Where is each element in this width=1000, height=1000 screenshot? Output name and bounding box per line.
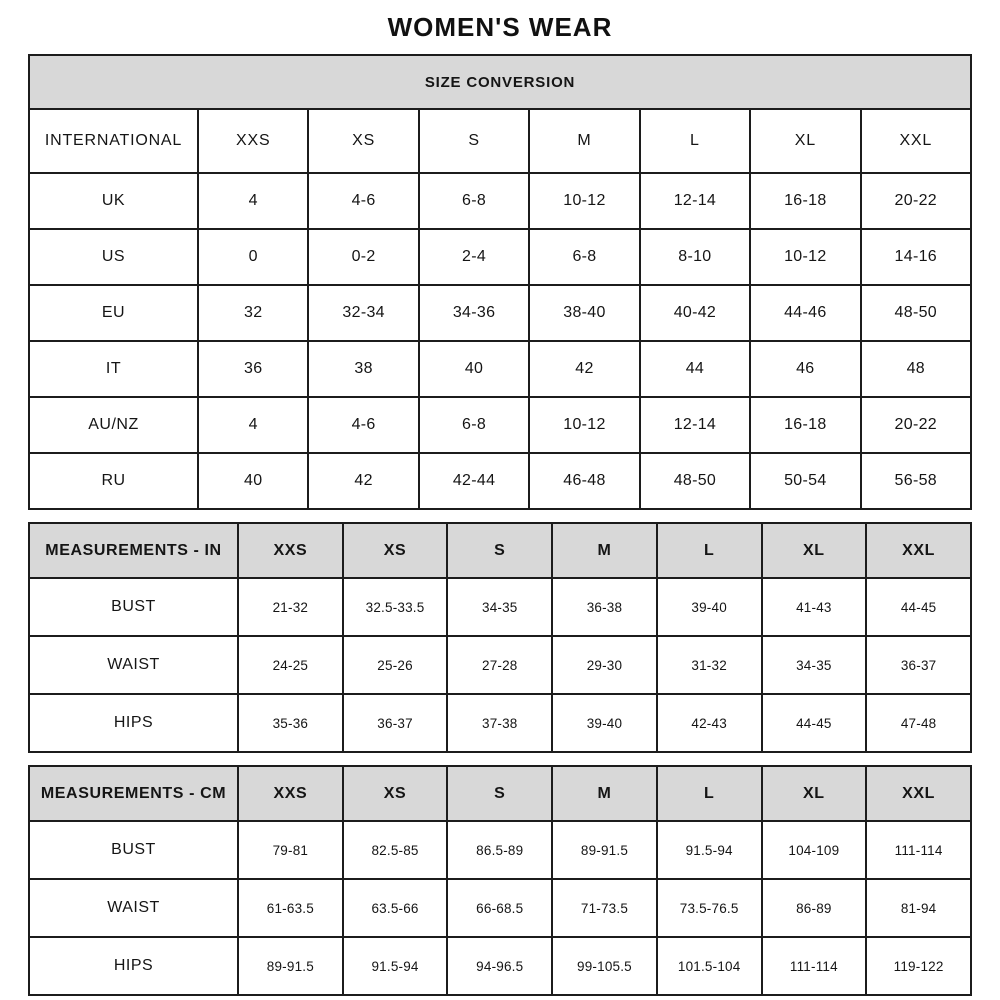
size-value-cell: 4 xyxy=(198,173,308,229)
size-value-cell: 42-44 xyxy=(419,453,529,509)
measurement-value-cell: 44-45 xyxy=(762,694,867,752)
international-sizes-row xyxy=(29,109,971,173)
size-value-cell: 0 xyxy=(198,229,308,285)
row-label: HIPS xyxy=(29,694,238,752)
row-label: WAIST xyxy=(29,636,238,694)
size-value-cell: 8-10 xyxy=(640,229,750,285)
size-value-cell: 10-12 xyxy=(750,229,860,285)
size-value-cell: 6-8 xyxy=(529,229,639,285)
measurements-cm-header-row xyxy=(29,766,971,821)
measurement-value-cell: 21-32 xyxy=(238,578,343,636)
row-label: IT xyxy=(29,341,198,397)
size-header-cell: S xyxy=(419,109,529,173)
row-label: AU/NZ xyxy=(29,397,198,453)
size-header-cell: XXL xyxy=(866,523,971,578)
measurement-value-cell: 36-37 xyxy=(866,636,971,694)
measurement-value-cell: 39-40 xyxy=(657,578,762,636)
measurement-value-cell: 99-105.5 xyxy=(552,937,657,995)
measurement-value-cell: 34-35 xyxy=(447,578,552,636)
size-value-cell: 40 xyxy=(198,453,308,509)
size-value-cell: 46-48 xyxy=(529,453,639,509)
size-value-cell: 6-8 xyxy=(419,397,529,453)
size-header-cell: S xyxy=(447,523,552,578)
page-title: WOMEN'S WEAR xyxy=(387,12,613,42)
measurement-value-cell: 91.5-94 xyxy=(657,821,762,879)
size-value-cell: 20-22 xyxy=(861,173,971,229)
size-value-cell: 40-42 xyxy=(640,285,750,341)
table-row-eu xyxy=(29,285,971,341)
size-header-cell: XS xyxy=(308,109,418,173)
table-row-bust-cm xyxy=(29,821,971,879)
row-label: UK xyxy=(29,173,198,229)
measurement-value-cell: 44-45 xyxy=(866,578,971,636)
measurement-value-cell: 111-114 xyxy=(866,821,971,879)
size-value-cell: 12-14 xyxy=(640,397,750,453)
measurement-value-cell: 101.5-104 xyxy=(657,937,762,995)
size-value-cell: 56-58 xyxy=(861,453,971,509)
measurement-value-cell: 24-25 xyxy=(238,636,343,694)
row-label: WAIST xyxy=(29,879,238,937)
measurement-value-cell: 61-63.5 xyxy=(238,879,343,937)
size-conversion-header-row xyxy=(29,55,971,109)
measurement-value-cell: 66-68.5 xyxy=(447,879,552,937)
row-label: EU xyxy=(29,285,198,341)
measurement-value-cell: 86-89 xyxy=(762,879,867,937)
row-label: BUST xyxy=(29,578,238,636)
measurements-cm-title: MEASUREMENTS - CM xyxy=(29,766,238,821)
size-value-cell: 46 xyxy=(750,341,860,397)
size-header-cell: M xyxy=(552,523,657,578)
size-value-cell: 4 xyxy=(198,397,308,453)
table-row-uk xyxy=(29,173,971,229)
table-row-waist-cm xyxy=(29,879,971,937)
measurement-value-cell: 41-43 xyxy=(762,578,867,636)
measurement-value-cell: 63.5-66 xyxy=(343,879,448,937)
row-label: HIPS xyxy=(29,937,238,995)
size-value-cell: 20-22 xyxy=(861,397,971,453)
size-header-cell: XXL xyxy=(861,109,971,173)
measurement-value-cell: 47-48 xyxy=(866,694,971,752)
measurement-value-cell: 111-114 xyxy=(762,937,867,995)
size-header-cell: XL xyxy=(762,523,867,578)
measurement-value-cell: 36-38 xyxy=(552,578,657,636)
size-value-cell: 40 xyxy=(419,341,529,397)
size-header-cell: L xyxy=(640,109,750,173)
size-value-cell: 42 xyxy=(308,453,418,509)
measurement-value-cell: 25-26 xyxy=(343,636,448,694)
size-header-cell: XL xyxy=(750,109,860,173)
size-value-cell: 2-4 xyxy=(419,229,529,285)
measurements-in-title: MEASUREMENTS - IN xyxy=(29,523,238,578)
size-value-cell: 4-6 xyxy=(308,173,418,229)
size-value-cell: 42 xyxy=(529,341,639,397)
size-conversion-title: SIZE CONVERSION xyxy=(29,55,971,109)
size-value-cell: 36 xyxy=(198,341,308,397)
measurement-value-cell: 32.5-33.5 xyxy=(343,578,448,636)
size-header-cell: S xyxy=(447,766,552,821)
measurement-value-cell: 42-43 xyxy=(657,694,762,752)
measurement-value-cell: 89-91.5 xyxy=(238,937,343,995)
measurement-value-cell: 73.5-76.5 xyxy=(657,879,762,937)
measurement-value-cell: 104-109 xyxy=(762,821,867,879)
table-row-it xyxy=(29,341,971,397)
size-value-cell: 16-18 xyxy=(750,397,860,453)
measurement-value-cell: 36-37 xyxy=(343,694,448,752)
size-header-cell: XXL xyxy=(866,766,971,821)
measurement-value-cell: 34-35 xyxy=(762,636,867,694)
measurement-value-cell: 79-81 xyxy=(238,821,343,879)
size-value-cell: 44 xyxy=(640,341,750,397)
table-row-bust-in xyxy=(29,578,971,636)
table-row-waist-in xyxy=(29,636,971,694)
size-header-cell: XXS xyxy=(198,109,308,173)
size-value-cell: 44-46 xyxy=(750,285,860,341)
measurement-value-cell: 27-28 xyxy=(447,636,552,694)
measurement-value-cell: 31-32 xyxy=(657,636,762,694)
size-header-cell: M xyxy=(552,766,657,821)
table-row-hips-cm xyxy=(29,937,971,995)
size-value-cell: 16-18 xyxy=(750,173,860,229)
row-label: BUST xyxy=(29,821,238,879)
measurement-value-cell: 81-94 xyxy=(866,879,971,937)
measurements-in-header-row xyxy=(29,523,971,578)
size-value-cell: 48-50 xyxy=(861,285,971,341)
measurements-cm-table xyxy=(28,765,972,996)
size-value-cell: 32-34 xyxy=(308,285,418,341)
measurement-value-cell: 119-122 xyxy=(866,937,971,995)
measurement-value-cell: 91.5-94 xyxy=(343,937,448,995)
size-value-cell: 10-12 xyxy=(529,397,639,453)
size-value-cell: 4-6 xyxy=(308,397,418,453)
measurement-value-cell: 82.5-85 xyxy=(343,821,448,879)
size-header-cell: L xyxy=(657,523,762,578)
size-value-cell: 14-16 xyxy=(861,229,971,285)
size-header-cell: XS xyxy=(343,766,448,821)
size-value-cell: 0-2 xyxy=(308,229,418,285)
measurement-value-cell: 86.5-89 xyxy=(447,821,552,879)
table-row-ru xyxy=(29,453,971,509)
measurement-value-cell: 37-38 xyxy=(447,694,552,752)
size-value-cell: 32 xyxy=(198,285,308,341)
size-value-cell: 10-12 xyxy=(529,173,639,229)
measurement-value-cell: 89-91.5 xyxy=(552,821,657,879)
size-value-cell: 12-14 xyxy=(640,173,750,229)
international-label: INTERNATIONAL xyxy=(29,109,198,173)
row-label: RU xyxy=(29,453,198,509)
measurement-value-cell: 94-96.5 xyxy=(447,937,552,995)
size-value-cell: 38-40 xyxy=(529,285,639,341)
row-label: US xyxy=(29,229,198,285)
table-row-us xyxy=(29,229,971,285)
size-header-cell: M xyxy=(529,109,639,173)
table-row-hips-in xyxy=(29,694,971,752)
size-value-cell: 50-54 xyxy=(750,453,860,509)
measurement-value-cell: 29-30 xyxy=(552,636,657,694)
size-value-cell: 48-50 xyxy=(640,453,750,509)
size-header-cell: L xyxy=(657,766,762,821)
size-value-cell: 34-36 xyxy=(419,285,529,341)
size-header-cell: XXS xyxy=(238,766,343,821)
measurement-value-cell: 71-73.5 xyxy=(552,879,657,937)
size-header-cell: XL xyxy=(762,766,867,821)
size-conversion-table xyxy=(28,54,972,510)
size-header-cell: XXS xyxy=(238,523,343,578)
measurement-value-cell: 39-40 xyxy=(552,694,657,752)
measurements-in-table xyxy=(28,522,972,753)
size-header-cell: XS xyxy=(343,523,448,578)
size-value-cell: 48 xyxy=(861,341,971,397)
measurement-value-cell: 35-36 xyxy=(238,694,343,752)
size-value-cell: 6-8 xyxy=(419,173,529,229)
size-value-cell: 38 xyxy=(308,341,418,397)
table-row-aunz xyxy=(29,397,971,453)
